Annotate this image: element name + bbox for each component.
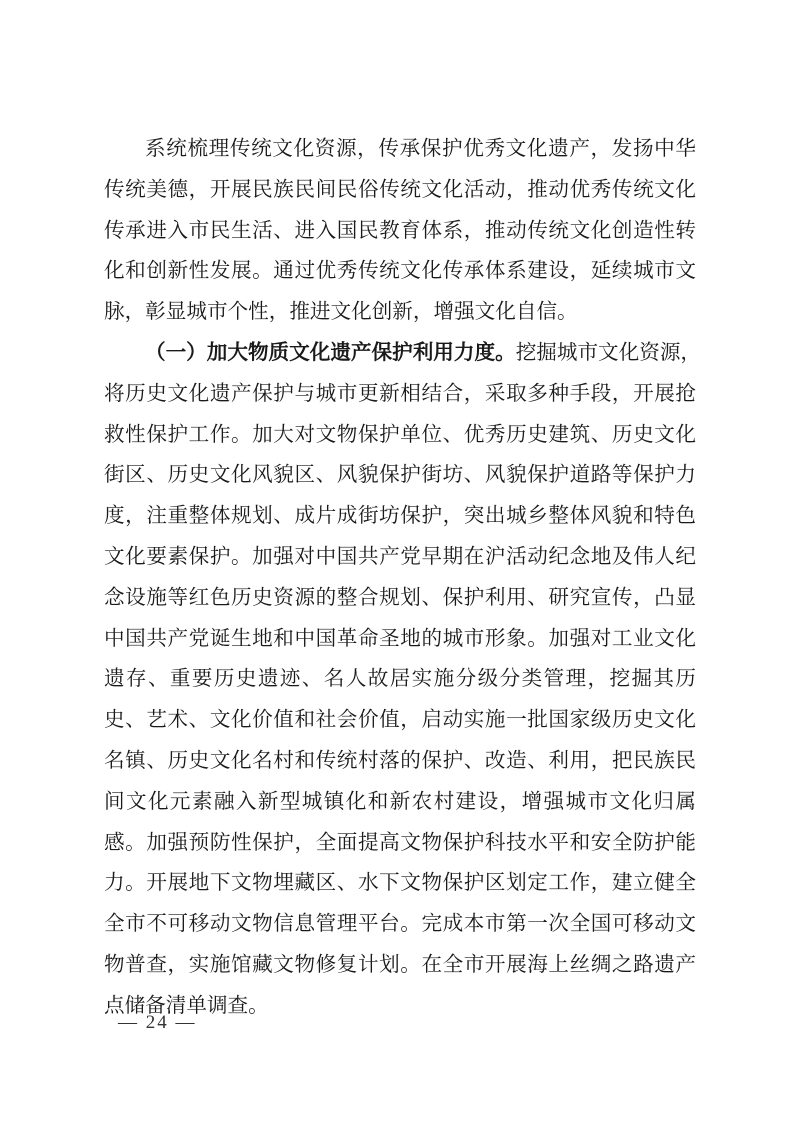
text-line: 点储备清单调查。 (104, 992, 269, 1017)
paragraph-1 (104, 128, 696, 332)
text-line: 全市不可移动文物信息管理平台。完成本市第一次全国可移动文 (104, 911, 696, 936)
text-line: 将历史文化遗产保护与城市更新相结合，采取多种手段，开展抢 (104, 380, 696, 405)
text-line: 脉，彰显城市个性，推进文化创新，增强文化自信。 (104, 299, 578, 324)
text-line: 力。开展地下文物埋藏区、水下文物保护区划定工作，建立健全 (104, 870, 696, 895)
body-text (104, 128, 702, 1026)
text-line: 度，注重整体规划、成片成街坊保护，突出城乡整体风貌和特色 (104, 503, 696, 528)
text-line (104, 332, 702, 373)
text-line: 传承进入市民生活、进入国民教育体系，推动传统文化创造性转 (104, 217, 696, 242)
paragraph-2 (104, 332, 702, 1026)
section-heading: （一）加大物质文化遗产保护利用力度。 (145, 339, 516, 364)
heading-line-rest: 挖掘城市文化资源， (515, 339, 702, 364)
page-number: — 24 — (118, 1012, 197, 1033)
text-line: 中国共产党诞生地和中国革命圣地的城市形象。加强对工业文化 (104, 625, 696, 650)
text-line: 念设施等红色历史资源的整合规划、保护利用、研究宣传，凸显 (104, 584, 696, 609)
text-line: 街区、历史文化风貌区、风貌保护街坊、风貌保护道路等保护力 (104, 462, 696, 487)
text-line: 传统美德，开展民族民间民俗传统文化活动，推动优秀传统文化 (104, 176, 696, 201)
text-line: 文化要素保护。加强对中国共产党早期在沪活动纪念地及伟人纪 (104, 543, 696, 568)
text-line: 救性保护工作。加大对文物保护单位、优秀历史建筑、历史文化 (104, 421, 696, 446)
text-line: 间文化元素融入新型城镇化和新农村建设，增强城市文化归属 (104, 788, 696, 813)
text-line: 遗存、重要历史遗迹、名人故居实施分级分类管理，挖掘其历 (104, 666, 696, 691)
text-line: 物普查，实施馆藏文物修复计划。在全市开展海上丝绸之路遗产 (104, 951, 696, 976)
text-line: 化和创新性发展。通过优秀传统文化传承体系建设，延续城市文 (104, 258, 696, 283)
text-line: 系统梳理传统文化资源，传承保护优秀文化遗产，发扬中华 (145, 136, 696, 160)
text-line: 史、艺术、文化价值和社会价值，启动实施一批国家级历史文化 (104, 707, 696, 732)
text-line: 感。加强预防性保护，全面提高文物保护科技水平和安全防护能 (104, 829, 696, 854)
text-line: 名镇、历史文化名村和传统村落的保护、改造、利用，把民族民 (104, 747, 696, 772)
